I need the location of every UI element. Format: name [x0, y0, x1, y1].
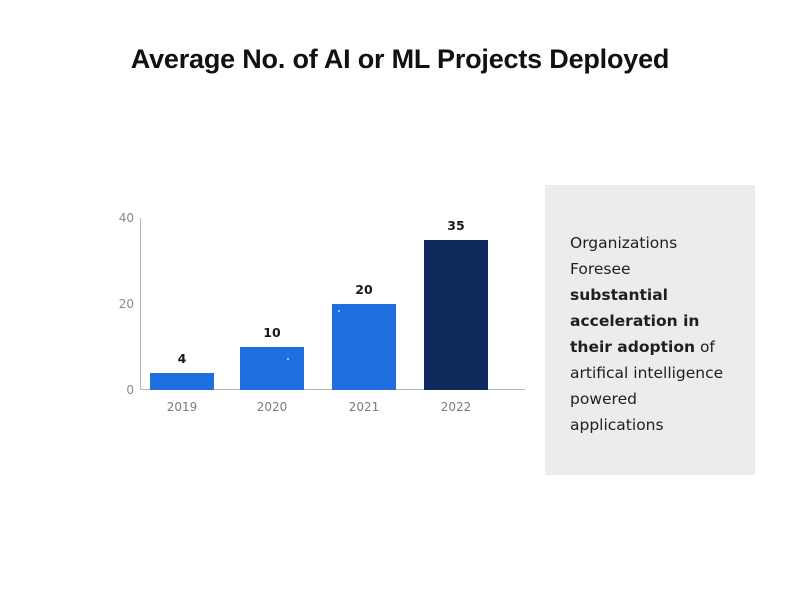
bar-value-label: 4: [177, 351, 187, 366]
bar-value-label: 20: [355, 282, 373, 297]
bar-2020[interactable]: [240, 347, 304, 390]
bar-value-label: 35: [447, 218, 465, 233]
bar-series: [142, 218, 525, 390]
speck: [287, 358, 289, 360]
callout-tail-1: of: [695, 338, 715, 356]
callout-highlight: substantial acceleration in their adoption: [570, 286, 700, 356]
y-tick-label: 0: [126, 383, 134, 397]
page-title: Average No. of AI or ML Projects Deployed: [130, 44, 670, 74]
y-tick-label: 40: [118, 211, 134, 225]
y-tick-label: 20: [118, 297, 134, 311]
bar-2021[interactable]: [332, 304, 396, 390]
bar-2019[interactable]: [150, 373, 214, 390]
callout-text: [570, 230, 735, 438]
callout-line-1: Organizations: [570, 234, 678, 252]
bar-2022[interactable]: [424, 240, 488, 390]
callout-tail-3: powered: [570, 390, 637, 408]
callout-tail-2: artifical intelligence: [570, 364, 724, 382]
x-tick-label: 2020: [256, 400, 288, 414]
x-tick-label: 2022: [440, 400, 472, 414]
y-axis-tick-labels: [100, 210, 134, 397]
bar-chart: [100, 210, 530, 420]
x-tick-label: 2019: [166, 400, 198, 414]
bar-value-label: 10: [263, 325, 281, 340]
x-tick-label: 2021: [348, 400, 380, 414]
callout-line-2: Foresee: [570, 260, 631, 278]
speck: [338, 310, 340, 312]
callout-panel: [545, 185, 755, 475]
callout-tail-4: applications: [570, 416, 664, 434]
x-axis-tick-labels: [142, 400, 525, 420]
